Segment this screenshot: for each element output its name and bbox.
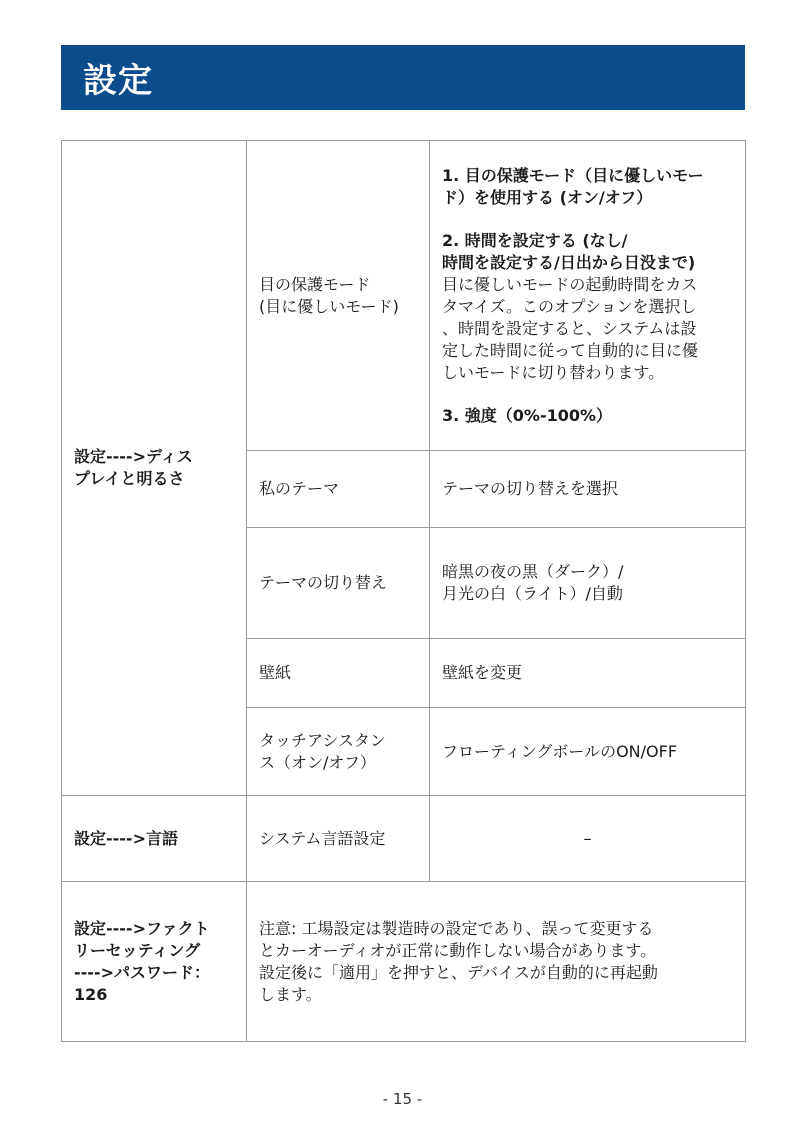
table-row [62,141,746,451]
page-title: 設定 [61,45,745,110]
setting-system-language: システム言語設定 [247,796,430,882]
setting-wallpaper: 壁紙 [247,639,430,708]
settings-table [61,140,746,1042]
desc-touch-assistant: フローティングボールのON/OFF [430,708,746,796]
desc-eye-protection [430,141,746,451]
eye-option-3: 3. 強度（0%-100%） [442,405,613,425]
setting-eye-protection: 目の保護モード (目に優しいモード) [247,141,430,451]
eye-option-2-title: 2. 時間を設定する (なし/ 時間を設定する/日出から日没まで) [442,230,696,272]
eye-option-2-text: 目に優しいモードの起動時間をカス タマイズ。このオプションを選択し 、時間を設定すると、システムは設 定した時間に従って自動的に目に優 しいモードに切り替わります。 [442,274,699,382]
desc-theme-switch: 暗黒の夜の黒（ダーク）/ 月光の白（ライト）/自動 [430,528,746,639]
setting-touch-assistant: タッチアシスタン ス（オン/オフ） [247,708,430,796]
setting-theme-switch: テーマの切り替え [247,528,430,639]
desc-system-language: – [430,796,746,882]
category-display-brightness: 設定---->ディス プレイと明るさ [62,141,247,796]
page-number: - 15 - [382,1090,423,1108]
category-language: 設定---->言語 [62,796,247,882]
table-row [62,796,746,882]
factory-reset-note: 注意: 工場設定は製造時の設定であり、誤って変更する とカーオーディオが正常に動作しない場合があります。 設定後に「適用」を押すと、デバイスが自動的に再起動 します。 [247,882,746,1042]
eye-option-1: 1. 目の保護モード（目に優しいモー ド）を使用する (オン/オフ） [442,165,704,207]
desc-wallpaper: 壁紙を変更 [430,639,746,708]
table-row [62,882,746,1042]
setting-my-theme: 私のテーマ [247,451,430,528]
category-factory-reset: 設定---->ファクト リーセッティング ---->パスワード： 126 [62,882,247,1042]
desc-my-theme: テーマの切り替えを選択 [430,451,746,528]
